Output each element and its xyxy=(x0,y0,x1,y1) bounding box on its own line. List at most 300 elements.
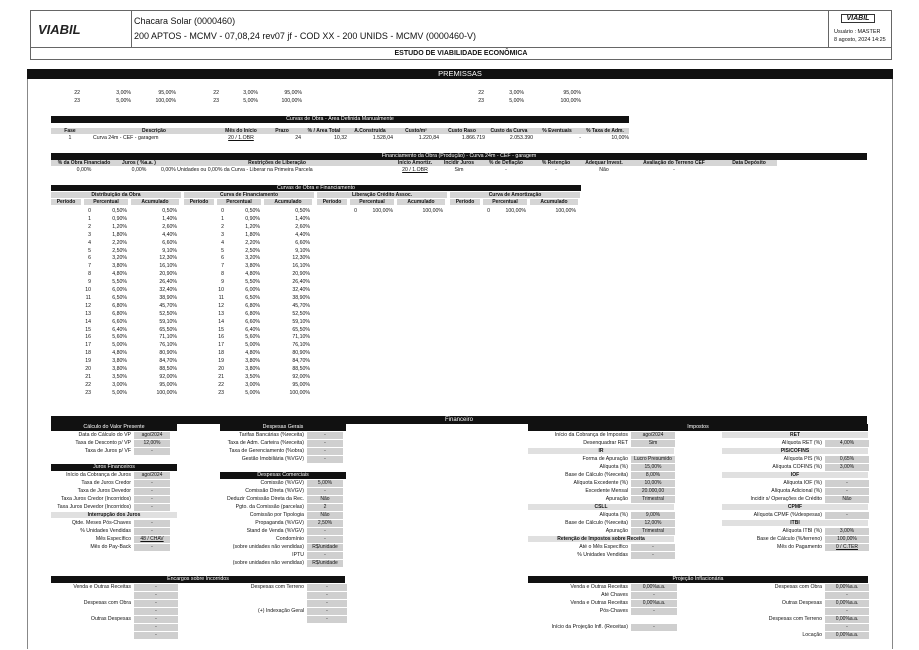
curva-subheader: Período xyxy=(450,199,480,205)
premissas-cell: 22 xyxy=(478,90,484,96)
financeiro-value[interactable]: - xyxy=(134,520,170,527)
financeiro-label: Incidir s/ Operações de Crédito xyxy=(750,496,822,502)
financeiro-value[interactable]: - xyxy=(307,536,343,543)
curva-percentual: 5,60% xyxy=(245,334,260,341)
curva-acumulado: 32,40% xyxy=(292,287,310,293)
curva-acumulado: 88,50% xyxy=(292,366,310,372)
financeiro-label: Taxa Juros Devedor (Incorridos) xyxy=(57,504,131,510)
curva-acumulado: 26,40% xyxy=(159,279,177,286)
curva-periodo: 23 xyxy=(218,389,224,396)
financeiro-value[interactable]: - xyxy=(825,512,869,519)
curva-acumulado: 65,50% xyxy=(292,326,310,333)
curva-percentual: 6,80% xyxy=(112,310,127,317)
financeiro-value[interactable]: - xyxy=(307,552,343,559)
premissas-cell: 23 xyxy=(74,98,80,104)
encargo-label: Início da Projeção Infl. (Receitas) xyxy=(551,624,628,630)
financeiro-group-header: CPMF xyxy=(722,504,868,510)
financeiro-subsection-title: Cálculo do Valor Presente xyxy=(51,424,177,431)
financeiro-value[interactable]: 4,00% xyxy=(825,440,869,447)
financeiro-label: Mês Específico xyxy=(95,536,131,542)
encargo-value[interactable]: - xyxy=(307,608,347,615)
financeiro-value[interactable]: - xyxy=(307,440,343,447)
report-date: 8 agosto, 2024 14:25 xyxy=(834,37,886,43)
curva-acumulado: 76,10% xyxy=(292,342,310,349)
curvas-manual-value: 10,00% xyxy=(611,135,629,141)
financeiro-label: Deduzir Comissão Direta da Rec. xyxy=(227,496,304,502)
financeiro-value[interactable]: - xyxy=(307,528,343,535)
financeiro-value[interactable]: Não xyxy=(307,512,343,519)
financeiro-group-header: Retenção de Impostos sobre Receita xyxy=(528,536,674,542)
financeiro-value[interactable]: - xyxy=(134,544,170,551)
curva-percentual: 100,00% xyxy=(505,208,526,214)
financeiro-value[interactable]: Trimestral xyxy=(631,496,675,503)
financeiro-value[interactable]: Não xyxy=(825,496,869,503)
curva-periodo: 13 xyxy=(218,310,224,317)
curva-group-header: Liberação Crédito Assoc. xyxy=(317,192,447,198)
curva-periodo: 11 xyxy=(218,294,224,301)
curva-periodo: 17 xyxy=(218,342,224,349)
curva-acumulado: 38,90% xyxy=(292,294,310,301)
financeiro-value[interactable]: R$/unidade xyxy=(307,544,343,551)
premissas-cell: 3,00% xyxy=(116,90,131,96)
financeiro-value[interactable]: Sim xyxy=(631,440,675,447)
curva-percentual: 3,80% xyxy=(245,263,260,270)
curva-periodo: 0 xyxy=(88,208,91,214)
financeiro-value[interactable]: - xyxy=(134,504,170,511)
premissas-cell: 5,00% xyxy=(116,98,131,104)
curva-periodo: 0 xyxy=(487,208,490,214)
projecao-title: Projeção Inflacionária xyxy=(528,576,868,583)
curva-percentual: 5,00% xyxy=(245,342,260,349)
curva-percentual: 2,50% xyxy=(245,247,260,254)
curva-acumulado: 4,40% xyxy=(162,231,177,238)
financeiro-label: Base de Cálculo (%receita) xyxy=(565,520,628,526)
encargo-label: Despesas com Terreno xyxy=(768,616,822,622)
financeiro-label: Alíquota ITBI (%) xyxy=(782,528,822,534)
financeiro-value[interactable]: 0,65% xyxy=(825,456,869,463)
financiamento-header: Juros ( %a.a. ) xyxy=(117,160,161,166)
encargo-value[interactable]: 0,00%a.a. xyxy=(825,600,869,607)
curva-periodo: 15 xyxy=(85,326,91,333)
financeiro-label: Comissão (%VGV) xyxy=(260,480,304,486)
curva-periodo: 23 xyxy=(85,389,91,396)
curva-acumulado: 80,90% xyxy=(292,350,310,357)
curva-acumulado: 9,10% xyxy=(162,247,177,254)
curva-percentual: 5,60% xyxy=(112,334,127,341)
financeiro-value[interactable]: - xyxy=(307,448,343,455)
curva-periodo: 12 xyxy=(85,302,91,309)
financeiro-value[interactable]: - xyxy=(134,448,170,455)
financeiro-value[interactable]: Trimestral xyxy=(631,528,675,535)
curva-acumulado: 20,90% xyxy=(159,271,177,278)
financeiro-value[interactable]: 12,00% xyxy=(631,520,675,527)
curva-percentual: 5,50% xyxy=(245,279,260,286)
curvas-manual-header: % Eventuais xyxy=(533,128,581,134)
financiamento-value[interactable]: 20 / 1.OBR xyxy=(402,167,428,173)
curva-percentual: 6,60% xyxy=(112,318,127,325)
curva-periodo: 14 xyxy=(85,318,91,325)
curva-periodo: 6 xyxy=(221,255,224,262)
financiamento-header: Incidir Juros xyxy=(437,160,481,166)
encargo-value[interactable]: - xyxy=(134,632,178,639)
curva-acumulado: 1,40% xyxy=(295,215,310,222)
curva-periodo: 8 xyxy=(221,271,224,278)
curva-periodo: 2 xyxy=(88,223,91,230)
curva-group-header: Curva de Financiamento xyxy=(184,192,314,198)
curva-percentual: 6,80% xyxy=(112,302,127,309)
curva-acumulado: 0,50% xyxy=(162,208,177,214)
curvas-manual-value: 1 xyxy=(68,135,72,141)
financeiro-label: % Unidades Vendidas xyxy=(577,552,628,558)
financeiro-label: IPTU xyxy=(292,552,304,558)
curvas-manual-header: Mês do Início xyxy=(219,128,263,134)
curva-percentual: 1,80% xyxy=(245,231,260,238)
curva-periodo: 8 xyxy=(88,271,91,278)
financiamento-value: - xyxy=(673,167,675,173)
curva-percentual: 6,40% xyxy=(245,326,260,333)
financeiro-value[interactable]: - xyxy=(307,432,343,439)
curva-percentual: 2,50% xyxy=(112,247,127,254)
curva-acumulado: 65,50% xyxy=(159,326,177,333)
curva-periodo: 17 xyxy=(85,342,91,349)
financeiro-label: Apuração xyxy=(605,496,628,502)
financeiro-value[interactable]: ago/2024 xyxy=(134,432,170,439)
premissas-cell: 100,00% xyxy=(155,98,176,104)
curva-percentual: 3,20% xyxy=(112,255,127,262)
encargo-value[interactable]: - xyxy=(307,616,347,623)
financeiro-label: Taxa de Juros p/ VF xyxy=(84,448,131,454)
report-header xyxy=(30,10,892,48)
financeiro-value[interactable]: 48 / CHAV xyxy=(134,536,170,543)
curvas-manual-value: 1.528,04 xyxy=(372,135,393,141)
premissas-title: PREMISSAS xyxy=(27,69,893,79)
curva-periodo: 20 xyxy=(85,366,91,372)
financeiro-group-header: PIS/COFINS xyxy=(722,448,868,454)
financeiro-value[interactable]: ago/2024 xyxy=(631,432,675,439)
curva-percentual: 4,80% xyxy=(112,271,127,278)
financeiro-value[interactable]: 100,00% xyxy=(825,536,869,543)
curva-periodo: 10 xyxy=(218,287,224,293)
curva-periodo: 22 xyxy=(218,381,224,388)
curvas-manual-header: A.Construída xyxy=(347,128,393,134)
curva-acumulado: 16,10% xyxy=(159,263,177,270)
curva-percentual: 3,20% xyxy=(245,255,260,262)
financeiro-value[interactable]: 20.000,00 xyxy=(631,488,675,495)
curva-percentual: 100,00% xyxy=(372,208,393,214)
encargo-label: Despesas com Obra xyxy=(774,584,822,590)
financeiro-label: Alíquota RET (%) xyxy=(781,440,822,446)
curvas-manual-value: 1.866.719 xyxy=(461,135,485,141)
curva-periodo: 11 xyxy=(85,294,91,301)
encargo-label: (+) Indexação Geral xyxy=(258,608,304,614)
curva-percentual: 6,50% xyxy=(245,294,260,301)
curva-acumulado: 92,00% xyxy=(159,373,177,380)
curva-periodo: 4 xyxy=(88,239,91,246)
financeiro-label: Pgto. da Comissão (parcelas) xyxy=(235,504,304,510)
curvas-manual-header: Custo da Curva xyxy=(485,128,533,134)
curva-periodo: 3 xyxy=(88,231,91,238)
curva-percentual: 3,00% xyxy=(112,381,127,388)
encargo-label: Outras Despesas xyxy=(781,600,822,606)
financiamento-value: 0,00% Unidades ou 0,00% da Curva - Liberar na Primeira Parcela xyxy=(161,167,313,173)
financeiro-value[interactable]: 5,00% xyxy=(307,480,343,487)
financiamento-header: Restrições de Liberação xyxy=(161,160,393,166)
financeiro-label: Mês do Pagamento xyxy=(777,544,822,550)
financeiro-group-header: RET xyxy=(722,432,868,438)
financeiro-value[interactable]: 0 / C.TER xyxy=(825,544,869,551)
financeiro-label: Taxa Juros Credor (Incorridos) xyxy=(60,496,131,502)
financeiro-value[interactable]: - xyxy=(134,488,170,495)
curva-percentual: 0,50% xyxy=(112,208,127,214)
financeiro-label: Taxa de Juros Credor xyxy=(81,480,131,486)
financeiro-value[interactable]: - xyxy=(134,496,170,503)
encargo-label: Venda e Outras Receitas xyxy=(570,584,628,590)
financeiro-label: Taxa de Adm. Carteira (%receita) xyxy=(227,440,304,446)
financiamento-header: % Retenção xyxy=(531,160,581,166)
financeiro-value[interactable]: 2,50% xyxy=(307,520,343,527)
curva-acumulado: 95,00% xyxy=(159,381,177,388)
encargo-value[interactable]: - xyxy=(631,624,677,631)
financeiro-label: Base de Cálculo (%receita) xyxy=(565,472,628,478)
encargo-value[interactable]: - xyxy=(825,624,869,631)
encargo-value[interactable]: - xyxy=(825,592,869,599)
curva-acumulado: 71,10% xyxy=(159,334,177,341)
curva-percentual: 6,50% xyxy=(112,294,127,301)
financeiro-label: Qtde. Meses Pós-Chaves xyxy=(71,520,131,526)
financeiro-group-header: Interrupção dos Juros xyxy=(51,512,177,518)
curva-periodo: 13 xyxy=(85,310,91,317)
encargo-value[interactable]: - xyxy=(631,592,677,599)
curvas-manual-value[interactable]: 20 / 1.OBR xyxy=(228,135,254,141)
financeiro-value[interactable]: Não xyxy=(307,496,343,503)
curva-acumulado: 26,40% xyxy=(292,279,310,286)
curva-acumulado: 59,10% xyxy=(159,318,177,325)
curva-subheader: Percentual xyxy=(217,199,261,205)
curva-group-header: Curva de Amortização xyxy=(450,192,580,198)
curva-periodo: 5 xyxy=(221,247,224,254)
curva-percentual: 3,00% xyxy=(245,381,260,388)
financiamento-value: Não xyxy=(599,167,609,173)
project-name: Chacara Solar (0000460) xyxy=(134,16,236,26)
financeiro-value[interactable]: 2 xyxy=(307,504,343,511)
financeiro-value[interactable]: Lucro Presumido xyxy=(631,456,675,463)
financeiro-label: Alíquota Adicional (%) xyxy=(771,488,822,494)
financeiro-label: Tarifas Bancárias (%receita) xyxy=(239,432,304,438)
curva-percentual: 4,80% xyxy=(112,350,127,357)
financeiro-value[interactable]: 10,00% xyxy=(631,480,675,487)
curva-percentual: 1,20% xyxy=(112,223,127,230)
financeiro-group-header: CSLL xyxy=(528,504,674,510)
financeiro-label: Taxa de Gerenciamento (%obra) xyxy=(229,448,304,454)
financeiro-subsection-title: Juros Financeiros xyxy=(51,464,177,471)
project-description: 200 APTOS - MCMV - 07,08,24 rev07 jf - COD XX - 200 UNIDS - MCMV (0000460-V) xyxy=(134,31,476,41)
curva-periodo: 18 xyxy=(218,350,224,357)
financeiro-label: Base de Cálculo (%/terreno) xyxy=(756,536,822,542)
encargo-value[interactable]: 0,00%a.a. xyxy=(825,616,869,623)
premissas-cell: 5,00% xyxy=(509,98,524,104)
curva-acumulado: 1,40% xyxy=(162,215,177,222)
curva-periodo: 21 xyxy=(218,373,224,380)
curvas-manual-header: % Taxa de Adm. xyxy=(581,128,629,134)
curva-periodo: 7 xyxy=(221,263,224,270)
encargo-label: Outras Despesas xyxy=(90,616,131,622)
financeiro-label: Comissão Direta (%VGV) xyxy=(245,488,304,494)
curvas-manual-value: Curva 24m - CEF - garagem xyxy=(93,135,159,141)
encargo-label: Locação xyxy=(802,632,822,638)
curvas-manual-title: Curvas de Obra - Área Definida Manualmente xyxy=(51,116,629,123)
premissas-cell: 100,00% xyxy=(560,98,581,104)
premissas-cell: 3,00% xyxy=(509,90,524,96)
encargo-value[interactable]: 0,00%a.a. xyxy=(631,584,677,591)
financeiro-value[interactable]: - xyxy=(825,480,869,487)
financeiro-label: Até o Mês Específico xyxy=(579,544,628,550)
curva-acumulado: 16,10% xyxy=(292,263,310,270)
financeiro-subsection-title: Despesas Comerciais xyxy=(220,472,346,479)
financeiro-subsection-title: Impostos xyxy=(528,424,868,431)
curva-acumulado: 76,10% xyxy=(159,342,177,349)
viabil-logo xyxy=(37,21,89,37)
encargo-value[interactable]: - xyxy=(631,608,677,615)
curva-periodo: 4 xyxy=(221,239,224,246)
curva-acumulado: 12,30% xyxy=(159,255,177,262)
encargo-value[interactable]: - xyxy=(825,608,869,615)
curva-acumulado: 84,70% xyxy=(292,358,310,365)
encargo-value[interactable]: - xyxy=(134,624,178,631)
financeiro-value[interactable]: 3,00% xyxy=(825,528,869,535)
financeiro-value[interactable]: - xyxy=(631,544,675,551)
financeiro-value[interactable]: R$/unidade xyxy=(307,560,343,567)
premissas-cell: 100,00% xyxy=(281,98,302,104)
curva-acumulado: 80,90% xyxy=(159,350,177,357)
financeiro-value[interactable]: 3,00% xyxy=(825,464,869,471)
curvas-manual-value: 1.220,84 xyxy=(418,135,439,141)
curva-acumulado: 12,30% xyxy=(292,255,310,262)
financeiro-value[interactable]: - xyxy=(825,488,869,495)
financeiro-value[interactable]: - xyxy=(307,488,343,495)
curva-periodo: 1 xyxy=(88,215,91,222)
financeiro-label: Alíquota (%) xyxy=(599,464,628,470)
financeiro-value[interactable]: - xyxy=(307,456,343,463)
premissas-cell: 3,00% xyxy=(243,90,258,96)
curvas-manual-header: % / Área Total xyxy=(301,128,347,134)
curva-percentual: 0,50% xyxy=(245,208,260,214)
financiamento-value: - xyxy=(555,167,557,173)
financiamento-header: Data Depósito xyxy=(721,160,777,166)
financiamento-value: 0,00% xyxy=(76,167,92,173)
curva-percentual: 3,50% xyxy=(112,373,127,380)
curva-acumulado: 45,70% xyxy=(159,302,177,309)
encargo-value[interactable]: - xyxy=(134,600,178,607)
encargo-value[interactable]: - xyxy=(134,584,178,591)
curva-percentual: 2,20% xyxy=(245,239,260,246)
curva-acumulado: 71,10% xyxy=(292,334,310,341)
financeiro-label: Data do Cálculo do VP xyxy=(78,432,131,438)
encargo-value[interactable]: - xyxy=(134,608,178,615)
premissas-cell: 22 xyxy=(74,90,80,96)
curva-periodo: 5 xyxy=(88,247,91,254)
encargo-label: Até Chaves xyxy=(601,592,628,598)
financeiro-value[interactable]: - xyxy=(134,480,170,487)
encargo-value[interactable]: - xyxy=(307,584,347,591)
financeiro-label: Taxa de Desconto p/ VP xyxy=(75,440,131,446)
curva-subheader: Acumulado xyxy=(264,199,312,205)
curva-percentual: 0,90% xyxy=(112,215,127,222)
curva-acumulado: 6,60% xyxy=(162,239,177,246)
encargo-value[interactable]: 0,00%a.a. xyxy=(631,600,677,607)
curva-acumulado: 88,50% xyxy=(159,366,177,372)
curva-periodo: 2 xyxy=(221,223,224,230)
financeiro-label: (sobre unidades não vendidas) xyxy=(232,544,304,550)
premissas-cell: 95,00% xyxy=(158,90,176,96)
curvas-manual-value: 10,32 xyxy=(334,135,347,141)
encargo-label: Pós-Chaves xyxy=(599,608,628,614)
financiamento-header: Adequar Invest. xyxy=(581,160,627,166)
curva-periodo: 0 xyxy=(354,208,357,214)
curva-percentual: 5,00% xyxy=(112,389,127,396)
financeiro-value[interactable]: - xyxy=(134,528,170,535)
curva-percentual: 5,50% xyxy=(112,279,127,286)
financeiro-value[interactable]: 9,00% xyxy=(631,512,675,519)
encargo-value[interactable]: - xyxy=(307,600,347,607)
curvas-manual-header: Custo/m² xyxy=(393,128,439,134)
encargos-title: Encargos sobre Incorridos xyxy=(51,576,345,583)
curva-percentual: 3,80% xyxy=(245,366,260,372)
financeiro-value[interactable]: 8,00% xyxy=(631,472,675,479)
curva-percentual: 6,00% xyxy=(112,287,127,293)
curva-percentual: 3,80% xyxy=(112,263,127,270)
curva-subheader: Percentual xyxy=(350,199,394,205)
encargo-value[interactable]: - xyxy=(307,592,347,599)
curva-periodo: 21 xyxy=(85,373,91,380)
curvas-manual-header: Fase xyxy=(51,128,89,134)
curva-percentual: 3,80% xyxy=(245,358,260,365)
curva-periodo: 18 xyxy=(85,350,91,357)
financeiro-label: Alíquota IOF (%) xyxy=(783,480,822,486)
financeiro-value[interactable]: - xyxy=(631,552,675,559)
financeiro-value[interactable]: 15,00% xyxy=(631,464,675,471)
curva-percentual: 6,60% xyxy=(245,318,260,325)
encargo-value[interactable]: - xyxy=(134,592,178,599)
curva-acumulado: 100,00% xyxy=(555,208,576,214)
financeiro-group-header: IOF xyxy=(722,472,868,478)
encargo-value[interactable]: 0,00%a.a. xyxy=(825,632,869,639)
curva-acumulado: 92,00% xyxy=(292,373,310,380)
curva-acumulado: 2,60% xyxy=(295,223,310,230)
curva-acumulado: 9,10% xyxy=(295,247,310,254)
financeiro-group-header: ITBI xyxy=(722,520,868,526)
premissas-cell: 22 xyxy=(213,90,219,96)
curva-acumulado: 4,40% xyxy=(295,231,310,238)
curva-acumulado: 100,00% xyxy=(156,389,177,396)
premissas-cell: 95,00% xyxy=(284,90,302,96)
financeiro-label: Desenquadrar RET xyxy=(583,440,628,446)
financeiro-value[interactable]: ago/2024 xyxy=(134,472,170,479)
curva-periodo: 16 xyxy=(85,334,91,341)
curva-percentual: 6,80% xyxy=(245,302,260,309)
curva-percentual: 3,80% xyxy=(112,358,127,365)
curva-periodo: 3 xyxy=(221,231,224,238)
financeiro-value[interactable]: 12,00% xyxy=(134,440,170,447)
curva-percentual: 5,00% xyxy=(112,342,127,349)
financeiro-label: Alíquota COFINS (%) xyxy=(772,464,822,470)
curva-percentual: 2,20% xyxy=(112,239,127,246)
financeiro-label: % Unidades Vendidas xyxy=(80,528,131,534)
encargo-value[interactable]: 0,00%a.a. xyxy=(825,584,869,591)
encargo-value[interactable]: - xyxy=(134,616,178,623)
financeiro-label: Stand de Venda (%VGV) xyxy=(246,528,304,534)
premissas-cell: 5,00% xyxy=(243,98,258,104)
curvas-manual-value: 24 xyxy=(295,135,301,141)
